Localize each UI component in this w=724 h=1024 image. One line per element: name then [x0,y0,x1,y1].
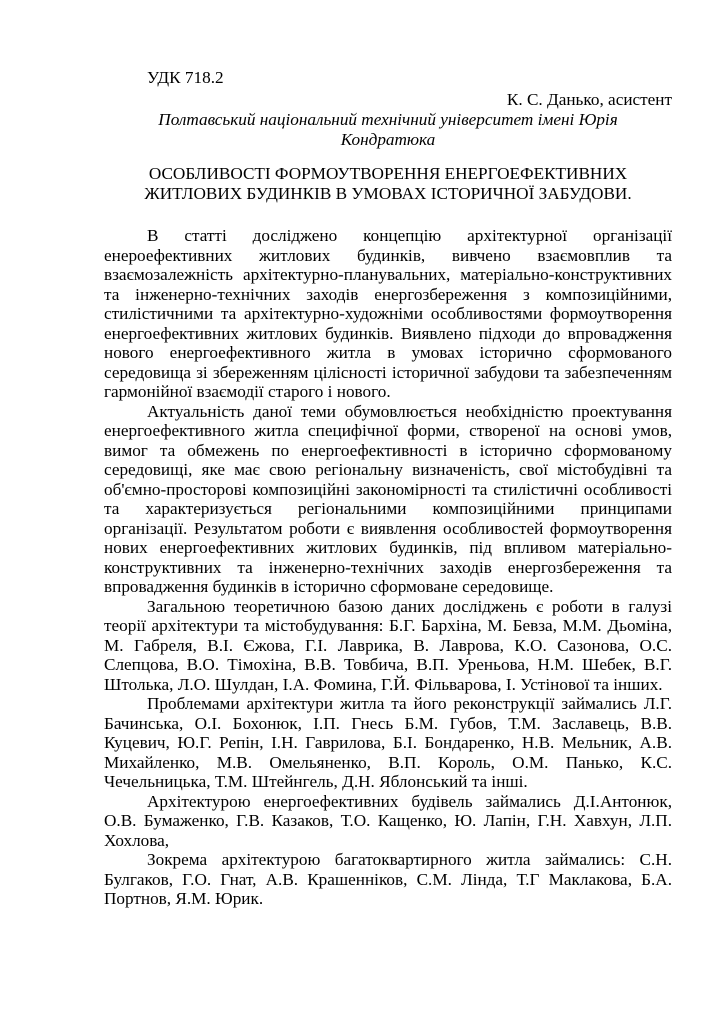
affiliation-line-1: Полтавський національний технічний університет імені Юрія [158,110,618,129]
paragraph: Архітектурою енергоефективних будівель займались Д.І.Антонюк, О.В. Бумаженко, Г.В. Казаков, Т.О. Кащенко, Ю. Лапін, Г.Н. Хавхун, Л.П. Хохлова, [104,791,672,850]
paragraph: Загальною теоретичною базою даних досліджень є роботи в галузі теорії архітектури та містобудування: Б.Г. Бархіна, М. Бевза, М.М. Дьоміна, М. Габреля, В.І. Єжова, Г.І. Лаврика, В. Лаврова, К.О. Сазонова, О.С. Слепцова, В.О. Тімохіна, В.В. Товбича, В.П. Уреньова, Н.М. Шебек, В.Г. Штолька, Л.О. Шулдан, І.А. Фомина, Г.Й. Фільварова, І. Устінової та інших. [104,596,672,694]
title-line-2: ЖИТЛОВИХ БУДИНКІВ В УМОВАХ ІСТОРИЧНОЇ ЗАБУДОВИ. [144,183,632,203]
udk-code: УДК 718.2 [147,68,224,87]
author-line: К. С. Данько, асистент [506,90,672,109]
paper-title [104,164,672,203]
affiliation [104,110,672,149]
paragraph: В статті досліджено концепцію архітектурної організації енероефективних житлових будинків, вивчено взаємовплив та взаємозалежність архітектурно-планувальних, матеріально-конструктивних та інженерно-технічних заходів енергозбереження з композиційними, стилістичними та архітектурно-художніми особливостями формоутворення енергоефективних житлових будинків. Виявлено підходи до впровадження нового енергоефективного житла в умовах історично сформованого середовища зі збереженням цілісності історичної забудови та забезпеченням гармонійної взаємодії старого і нового. [104,226,672,401]
paragraph: Проблемами архітектури житла та його реконструкції займались Л.Г. Бачинська, О.І. Бохонюк, І.П. Гнесь Б.М. Губов, Т.М. Заславець, В.В. Куцевич, Ю.Г. Репін, І.Н. Гаврилова, Б.І. Бондаренко, Н.В. Мельник, А.В. Михайленко, М.В. Омельяненко, В.П. Король, О.М. Панько, К.С. Чечельницька, Т.М. Штейнгель, Д.Н. Яблонський та інші. [104,694,672,791]
paragraph: Зокрема архітектурою багатоквартирного житла займались: С.Н. Булгаков, Г.О. Гнат, А.В. Крашенніков, С.М. Лінда, Т.Г Маклакова, Б.А. Портнов, Я.М. Юрик. [104,850,672,908]
paragraph: Актуальність даної теми обумовлюється необхідністю проектування енергоефективного житла специфічної форми, створеної на основі умов, вимог та обмежень по енергоефективності в історично сформованому середовищі, яке має свою регіональну визначеність, свої містобудівні та об'ємно-просторові композиційні закономірності та стилістичні особливості та характеризується регіональними композиційними принципами організації. Результатом роботи є виявлення особливостей формоутворення нових енергоефективних житлових будинків, під впливом матеріально-конструктивних та інженерно-технічних заходів енергозбереження та впровадження будинків в історично сформоване середовище. [104,401,672,596]
title-line-1: ОСОБЛИВОСТІ ФОРМОУТВОРЕННЯ ЕНЕРГОЕФЕКТИВНИХ [148,164,628,183]
affiliation-line-2: Кондратюка [340,129,436,149]
abstract-body [104,226,672,909]
